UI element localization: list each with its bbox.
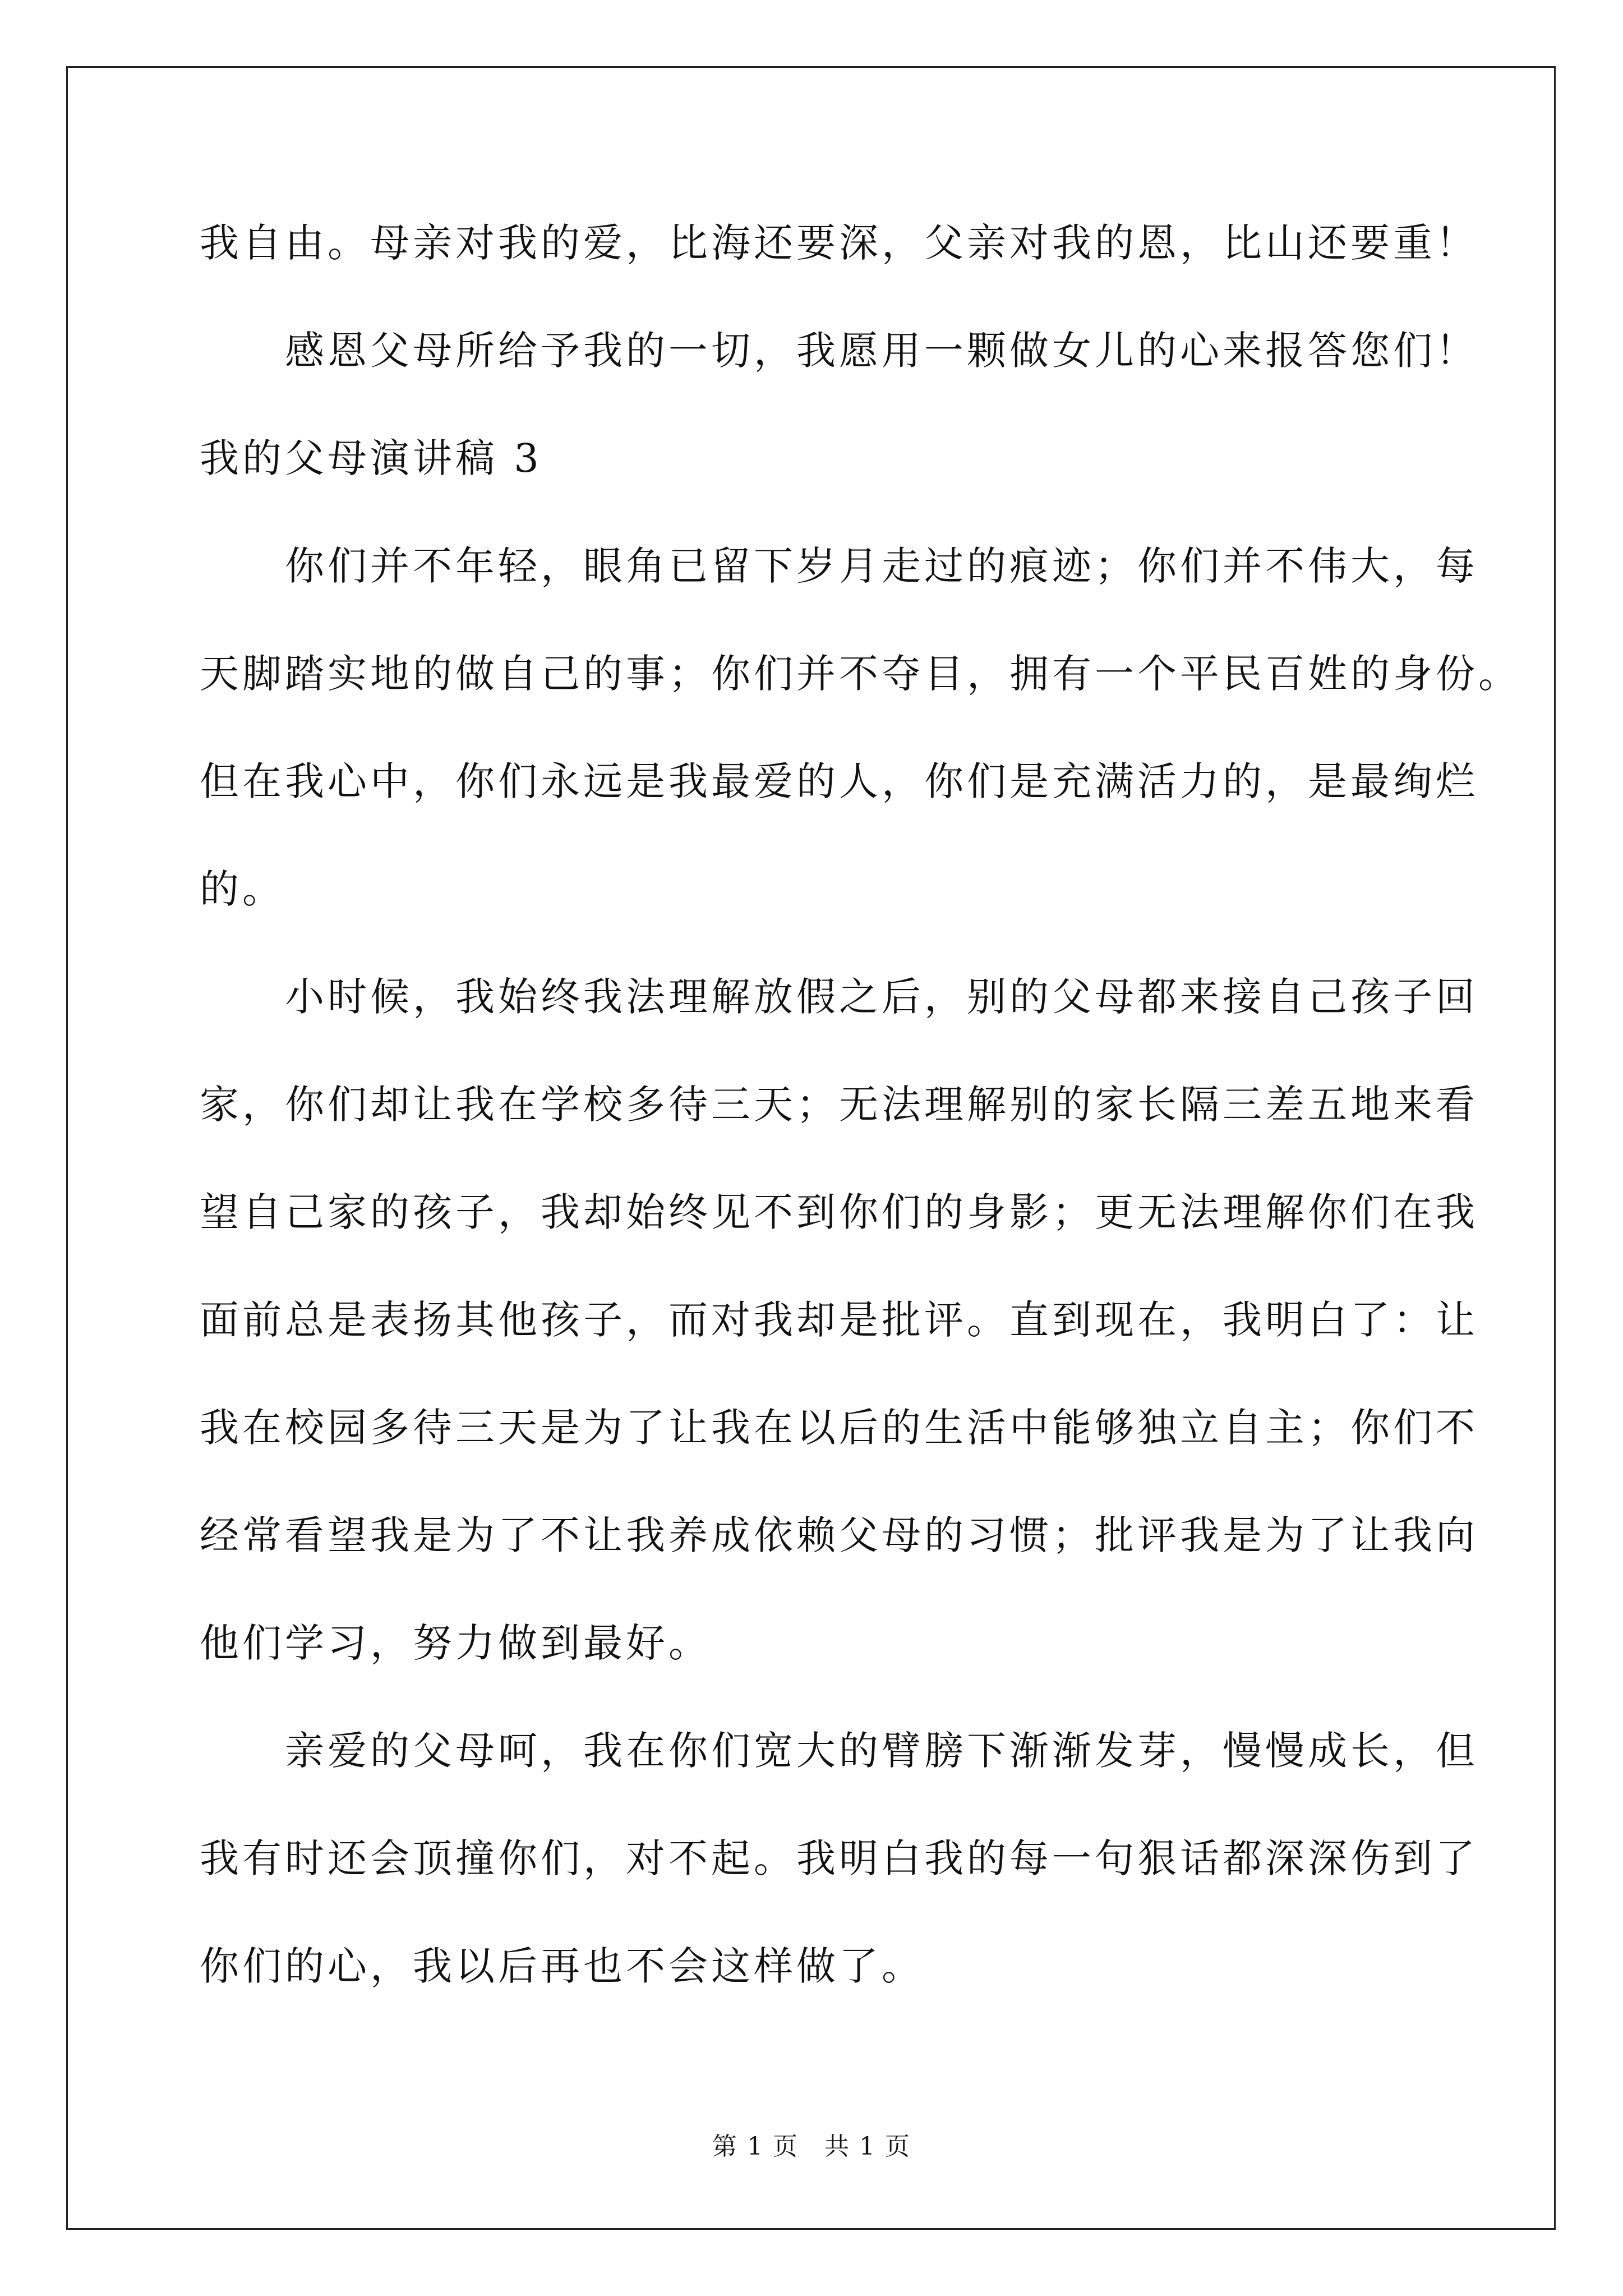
text-line: 经常看望我是为了不让我养成依赖父母的习惯；批评我是为了让我向: [200, 1512, 1478, 1558]
text-line: 面前总是表扬其他孩子，而对我却是批评。直到现在，我明白了：让: [200, 1297, 1478, 1343]
text-line: 我自由。母亲对我的爱，比海还要深，父亲对我的恩，比山还要重！: [200, 220, 1478, 266]
text-line: 你们并不年轻，眼角已留下岁月走过的痕迹；你们并不伟大，每: [200, 543, 1478, 589]
text-line: 我有时还会顶撞你们，对不起。我明白我的每一句狠话都深深伤到了: [200, 1835, 1478, 1881]
text-line: 小时候，我始终我法理解放假之后，别的父母都来接自己孩子回: [200, 974, 1478, 1020]
text-line: 你们的心，我以后再也不会这样做了。: [200, 1943, 924, 1989]
text-line: 家，你们却让我在学校多待三天；无法理解别的家长隔三差五地来看: [200, 1082, 1478, 1128]
page-border: [66, 66, 1556, 2230]
text-line: 的。: [200, 866, 285, 912]
section-heading: 我的父母演讲稿 3: [200, 435, 542, 481]
text-line: 感恩父母所给予我的一切，我愿用一颗做女儿的心来报答您们！: [200, 328, 1478, 374]
text-line: 我在校园多待三天是为了让我在以后的生活中能够独立自主；你们不: [200, 1405, 1478, 1451]
text-line: 望自己家的孩子，我却始终见不到你们的身影；更无法理解你们在我: [200, 1189, 1478, 1235]
text-line: 他们学习，努力做到最好。: [200, 1620, 711, 1666]
text-line: 天脚踏实地的做自己的事；你们并不夺目，拥有一个平民百姓的身份。: [200, 651, 1521, 697]
text-line: 亲爱的父母呵，我在你们宽大的臂膀下渐渐发芽，慢慢成长，但: [200, 1728, 1478, 1774]
text-line: 但在我心中，你们永远是我最爱的人，你们是充满活力的，是最绚烂: [200, 758, 1478, 804]
page-number: 第 1 页 共 1 页: [712, 2132, 911, 2161]
